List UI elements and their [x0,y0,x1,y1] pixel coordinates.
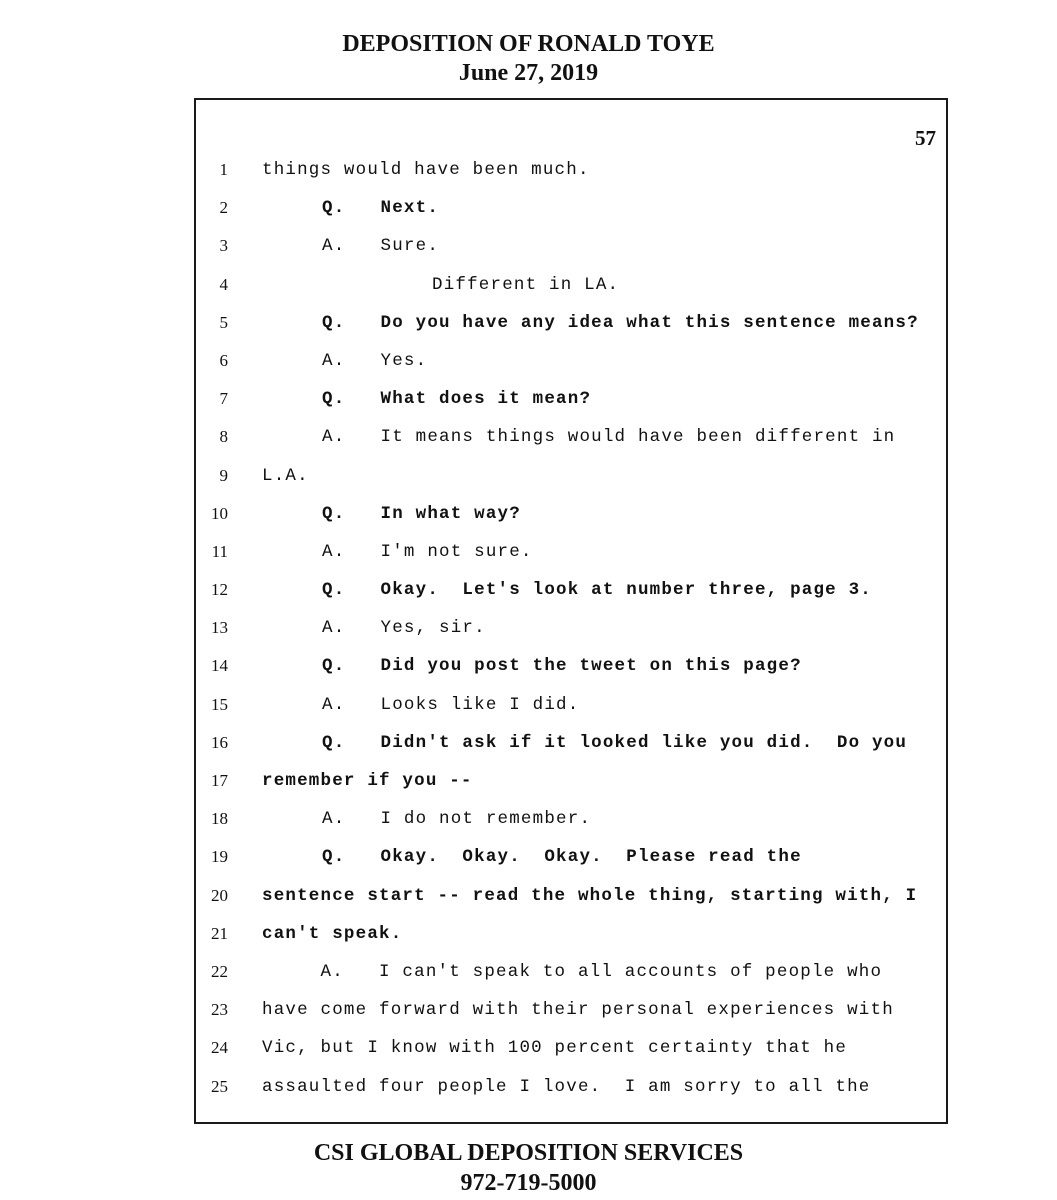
line-text: A. Yes. [322,350,428,371]
transcript-line [196,500,946,538]
line-text: A. I can't speak to all accounts of people who [262,961,883,982]
line-text: Q. Okay. Okay. Okay. Please read the [322,847,802,868]
line-number: 8 [219,427,228,447]
line-number: 1 [219,160,228,179]
line-text: Q. What does it mean? [322,389,592,410]
line-number: 18 [211,809,228,829]
line-text: A. It means things would have been different in [322,427,896,448]
line-text: L.A. [262,465,309,486]
line-number: 17 [211,771,228,790]
line-text: can't speak. [262,923,403,944]
line-text: sentence start -- read the whole thing, starting with, I [262,885,918,906]
line-number: 20 [211,885,228,905]
transcript-line [196,385,946,423]
line-number: 11 [211,541,228,561]
line-text: Q. Didn't ask if it looked like you did. Do you [322,732,908,753]
page-number: 57 [915,126,936,150]
line-text: Q. In what way? [322,503,521,524]
transcript-line [196,576,946,614]
line-number: 6 [219,350,228,370]
transcript-line [196,538,946,576]
line-number: 25 [211,1076,228,1096]
transcript-line [196,347,946,385]
line-text: A. Yes, sir. [322,618,486,639]
transcript-line [196,729,946,767]
line-number: 15 [211,694,228,714]
line-number: 10 [211,503,228,523]
line-number: 9 [219,465,228,485]
line-text: assaulted four people I love. I am sorry to all the [262,1076,871,1097]
deposition-title: DEPOSITION OF RONALD TOYE [342,31,715,57]
deposition-date: June 27, 2019 [458,60,599,86]
transcript-line [196,194,946,232]
line-text: Q. Next. [322,198,440,219]
line-number: 7 [219,389,228,409]
line-text: A. I do not remember. [322,809,592,830]
transcript-line [196,309,946,347]
line-number: 14 [211,656,228,676]
line-number: 5 [219,312,228,332]
line-text: things would have been much. [262,160,590,180]
transcript-line [196,1073,946,1111]
transcript-line [196,462,946,500]
document-footer [0,1138,1057,1198]
transcript-line [196,652,946,690]
line-text: remember if you -- [262,771,473,791]
transcript-page [194,98,948,1124]
transcript-line [196,232,946,270]
transcript-line [196,920,946,958]
transcript-line [196,843,946,881]
line-text: A. Sure. [322,236,440,257]
line-number: 23 [211,1000,228,1020]
transcript-line [196,1034,946,1072]
transcript-line [196,996,946,1034]
line-text: A. I'm not sure. [322,541,533,562]
line-text: Vic, but I know with 100 percent certainty that he [262,1038,848,1059]
transcript-line [196,156,946,194]
transcript-lines [196,156,946,1111]
line-number: 13 [211,618,228,638]
line-text: A. Looks like I did. [322,694,580,715]
line-text: Q. Okay. Let's look at number three, page 3. [322,580,872,601]
line-number: 19 [211,847,228,867]
transcript-line [196,882,946,920]
transcript-line [196,423,946,461]
company-name: CSI GLOBAL DEPOSITION SERVICES [313,1140,744,1166]
line-number: 3 [219,236,228,256]
document-header [0,30,1057,88]
line-number: 21 [211,923,228,943]
line-text: Q. Do you have any idea what this sentence means? [322,312,919,333]
line-text: Different in LA. [432,274,620,295]
line-number: 24 [211,1038,228,1058]
transcript-line [196,805,946,843]
line-number: 12 [211,580,228,600]
transcript-line [196,958,946,996]
line-number: 2 [219,198,228,218]
transcript-line [196,767,946,805]
transcript-line [196,691,946,729]
line-number: 22 [211,961,228,981]
line-number: 4 [219,274,228,294]
transcript-line [196,614,946,652]
line-text: have come forward with their personal experiences with [262,1000,894,1021]
transcript-line [196,271,946,309]
line-number: 16 [211,732,228,752]
line-text: Q. Did you post the tweet on this page? [322,656,802,677]
company-phone: 972-719-5000 [460,1170,597,1196]
